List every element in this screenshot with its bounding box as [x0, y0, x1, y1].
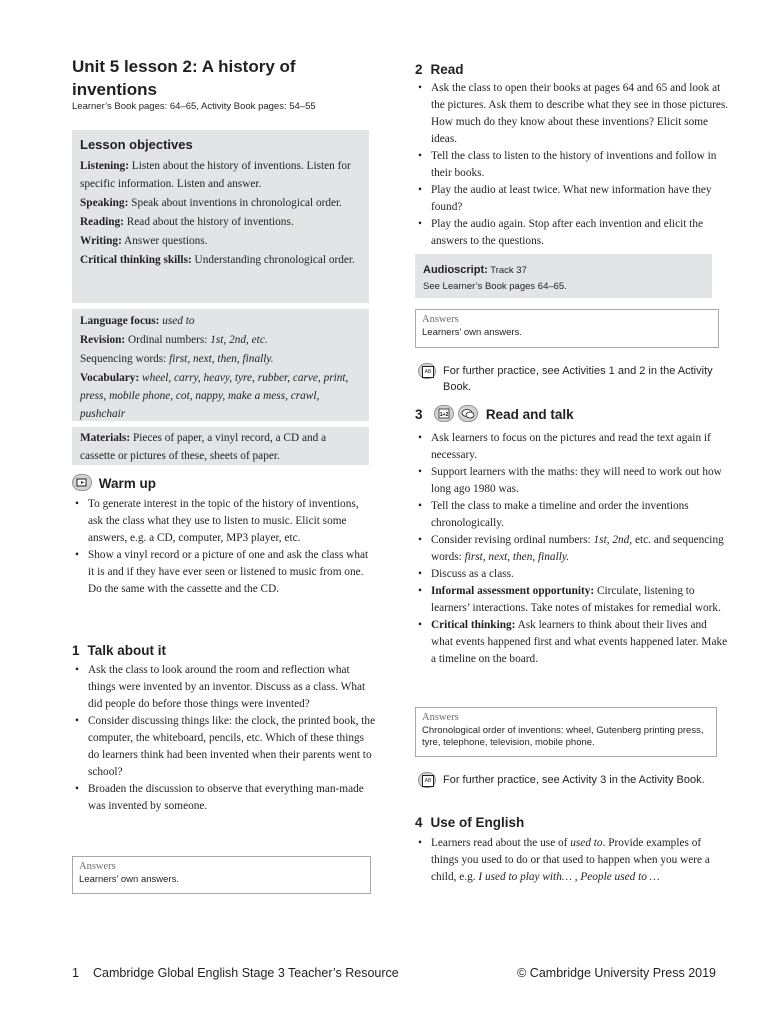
footer-copyright: © Cambridge University Press 2019: [517, 966, 716, 980]
section-2-practice: For further practice, see Activities 1 and 2 in the Activity Book.: [443, 365, 713, 393]
list-item: • Tell the class to make a timeline and order the inventions chronologically.: [431, 498, 729, 532]
section-2-answers: Answers Learners’ own answers.: [415, 309, 719, 348]
section-2-list: [415, 80, 731, 250]
lesson-objectives-box: [72, 130, 369, 303]
list-item: • Broaden the discussion to observe that everything man-made was invented by someone.: [88, 781, 376, 815]
list-item: • Ask the class to open their books at pages 64 and 65 and look at the pictures. Ask them to describe what they see in those pictures. How much do they know about these inventions? Elicit some ideas.: [431, 80, 731, 148]
activity-book-icon: [418, 363, 436, 379]
list-item: • Learners read about the use of used to. Provide examples of things you used to do or that used to happen when you were a child, e.g. I used to play with… , People used to …: [431, 835, 729, 886]
lesson-objectives-heading: Lesson objectives: [80, 137, 193, 152]
list-item: • Play the audio again. Stop after each invention and elicit the answers to the questions.: [431, 216, 731, 250]
footer-title: Cambridge Global English Stage 3 Teacher’s Resource: [93, 966, 399, 980]
list-item: • Ask the class to look around the room and reflection what things were invented by an inventor. Discuss as a class. What did people do before those things were invented?: [88, 662, 376, 713]
section-1-list: [72, 662, 376, 815]
list-item: • Consider revising ordinal numbers: 1st, 2nd, etc. and sequencing words: first, next, then, finally.: [431, 532, 729, 566]
audioscript-box: Audioscript: Track 37 See Learner’s Book pages 64–65.: [415, 254, 715, 298]
section-4-heading: 4 Use of English: [415, 815, 525, 830]
sequencing-words: Sequencing words: first, next, then, finally.: [80, 353, 274, 365]
list-item: • Informal assessment opportunity: Circulate, listening to learners’ interactions. Take notes of mistakes for remedial work.: [431, 583, 729, 617]
footer-page-number: 1: [72, 966, 79, 980]
warm-up-heading: Warm up: [72, 474, 156, 493]
list-item: • Ask learners to focus on the pictures and read the text again if necessary.: [431, 430, 729, 464]
list-item: • Critical thinking: Ask learners to think about their lives and what events happened first and what events happened later. Make a timeline on the board.: [431, 617, 729, 668]
objective-critical-thinking: Critical thinking skills: Understanding chronological order.: [80, 254, 355, 266]
warm-up-list: [72, 496, 372, 598]
speech-bubble-icon: [458, 405, 478, 422]
section-2-heading: 2 Read: [415, 62, 464, 77]
section-4-list: [415, 835, 729, 886]
warm-up-icon: [72, 474, 92, 491]
objective-speaking: Speaking: Speak about inventions in chronological order.: [80, 197, 342, 209]
list-item: • Tell the class to listen to the history of inventions and follow in their books.: [431, 148, 731, 182]
list-item: • Support learners with the maths: they will need to work out how long ago 1980 was.: [431, 464, 729, 498]
pages-reference: Learner’s Book pages: 64–65, Activity Book pages: 54–55: [72, 101, 316, 112]
revision: Revision: Ordinal numbers: 1st, 2nd, etc.: [80, 334, 268, 346]
section-3-practice: For further practice, see Activity 3 in the Activity Book.: [443, 774, 705, 786]
list-item: • Consider discussing things like: the clock, the printed book, the computer, the whiteboard, pencils, etc. Which of these things do learners think had been invented when their parents went to school?: [88, 713, 376, 781]
section-3-heading: 3 1+2 Read and talk: [415, 407, 574, 422]
section-3-answers: Answers Chronological order of inventions: wheel, Gutenberg printing press, tyre, telephone, television, mobile phone.: [415, 707, 717, 757]
objective-writing: Writing: Answer questions.: [80, 235, 208, 247]
section-3-list: [415, 430, 729, 668]
section-1-answers: Answers Learners’ own answers.: [72, 856, 371, 894]
list-item: • Discuss as a class.: [431, 566, 729, 583]
page-title: Unit 5 lesson 2: A history of inventions: [72, 57, 296, 99]
materials-box: Materials: Pieces of paper, a vinyl record, a CD and a cassette or pictures of these, sheets of paper.: [72, 427, 369, 465]
list-item: • To generate interest in the topic of the history of inventions, ask the class what they use to listen to music. Elicit some answers, e.g. a CD, computer, MP3 player, etc.: [88, 496, 372, 547]
activity-book-icon: [418, 772, 436, 788]
objective-listening: Listening: Listen about the history of inventions. Listen for specific information. Listen and answer.: [80, 160, 351, 190]
language-focus: Language focus: used to: [80, 315, 195, 327]
language-box: [72, 309, 369, 421]
section-1-heading: 1 Talk about it: [72, 643, 167, 658]
maths-icon: [434, 405, 454, 422]
vocabulary: Vocabulary: wheel, carry, heavy, tyre, rubber, carve, print, press, mobile phone, cot, nappy, make a mess, crawl, pushchair: [80, 372, 349, 420]
list-item: • Show a vinyl record or a picture of one and ask the class what it is and if they have ever seen or listened to music from one. Do the same with the cassette and the CD.: [88, 547, 372, 598]
objective-reading: Reading: Read about the history of inventions.: [80, 216, 294, 228]
list-item: • Play the audio at least twice. What new information have they found?: [431, 182, 731, 216]
svg-text:1+2: 1+2: [440, 412, 449, 418]
